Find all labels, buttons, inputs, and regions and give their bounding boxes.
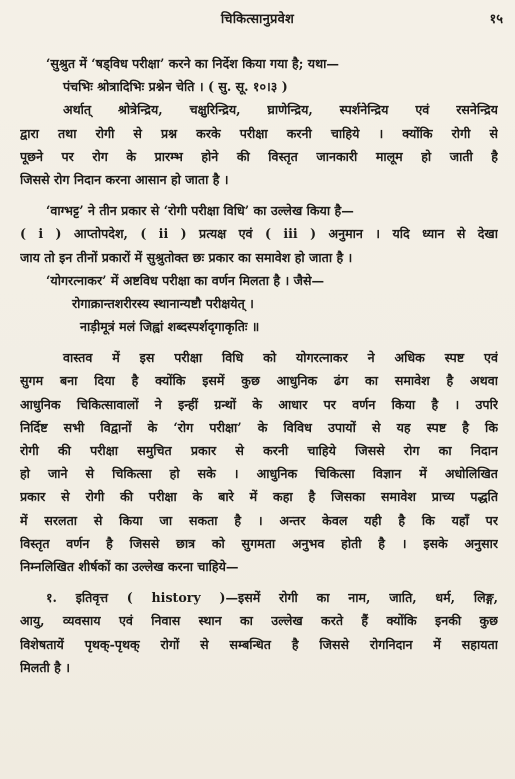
text-line: विस्तृत वर्णन है जिससे छात्र को सुगमता अनुभव होती है । इसके अनुसार [20, 535, 498, 551]
text-line: द्वारा तथा रोगी से प्रश्न करके परीक्षा करनी चाहिये । क्योंकि रोगी से [20, 125, 498, 141]
text-line: विशेषतायें पृथक्-पृथक् रोगों से सम्बन्धित है जिससे रोगनिदान में सहायता [20, 636, 498, 652]
text-line: निम्नलिखित शीर्षकों का उल्लेख करना चाहिये— [20, 558, 239, 574]
text-line: रोगी की परीक्षा समुचित प्रकार से करनी चाहिये जिससे रोग का निदान [20, 443, 498, 458]
text-line: वास्तव में इस परीक्षा विधि को योगरत्नाकर ने अधिक स्पष्ट एवं [63, 350, 498, 366]
text-line: निर्दिष्ट सभी विद्वानों के ‘रोग परीक्षा’ के विविध उपायों से यह स्पष्ट है कि [20, 419, 498, 435]
text-line: जिससे रोग निदान करना आसान हो जाता है । [20, 171, 229, 187]
text-line: आधुनिक चिकित्सावालों ने इन्हीं ग्रन्थों के आधार पर वर्णन किया है । उपरि [20, 396, 498, 412]
page-number: १५ [489, 12, 503, 27]
text-line: प्रकार से रोगी की परीक्षा के बारे में कहा है जिसका समावेश प्राच्य पद्धति [20, 489, 498, 505]
text-line: ( i ) आप्तोपदेश, ( ii ) प्रत्यक्ष एवं ( iii ) अनुमान । यदि ध्यान से देखा [20, 226, 498, 242]
verse-line: रोगाक्रान्तशरीरस्य स्थानान्यष्टौ परीक्षयेत् । [72, 295, 254, 311]
text-line: आयु, व्यवसाय एवं निवास स्थान का उल्लेख करते हैं क्योंकि इनकी कुछ [20, 613, 498, 629]
text-line: में सरलता से किया जा सकता है । अन्तर केवल यही है कि यहाँ पर [20, 512, 498, 528]
text-line: हो जाने से चिकित्सा हो सके । आधुनिक चिकित्सा विज्ञान में अधोलिखित [20, 466, 498, 482]
running-header: चिकित्सानुप्रवेश [220, 12, 295, 27]
verse-line: पंचभिः श्रोत्रादिभिः प्रश्नेन चेति । ( सु. सू. १०।३ ) [63, 79, 288, 95]
text-line: मिलती है । [20, 659, 71, 675]
text-line: जाय तो इन तीनों प्रकारों में सुश्रुतोक्त छः प्रकार का समावेश हो जाता है । [20, 249, 353, 265]
text-line: ‘योगरत्नाकर’ में अष्टविध परीक्षा का वर्णन मिलता है । जैसे— [46, 272, 325, 288]
page-body [20, 52, 498, 679]
text-line: सुगम बना दिया है क्योंकि इसमें कुछ आधुनिक ढंग का समावेश है अथवा [20, 373, 498, 389]
text-line: पूछने पर रोग के प्रारम्भ होने की विस्तृत जानकारी मालूम हो जाती है [20, 148, 498, 164]
verse-line: नाड़ीमूत्रं मलं जिह्वां शब्दस्पर्शदृगाकृतिः ॥ [80, 319, 260, 335]
text-line: ‘सुश्रुत में ‘षड्विध परीक्षा’ करने का निर्देश किया गया है; यथा— [46, 56, 339, 71]
text-line: ‘वाग्भट्ट’ ने तीन प्रकार से ‘रोगी परीक्षा विधि’ का उल्लेख किया है— [46, 203, 354, 219]
text-line: अर्थात् श्रोत्रेन्द्रिय, चक्षुरिन्द्रिय, घ्राणेन्द्रिय, स्पर्शनेन्द्रिय एवं रसनेन्द्रिय [63, 102, 498, 118]
text-line: १. इतिवृत्त ( history )—इसमें रोगी का नाम, जाति, धर्म, लिङ्ग, [46, 590, 498, 606]
